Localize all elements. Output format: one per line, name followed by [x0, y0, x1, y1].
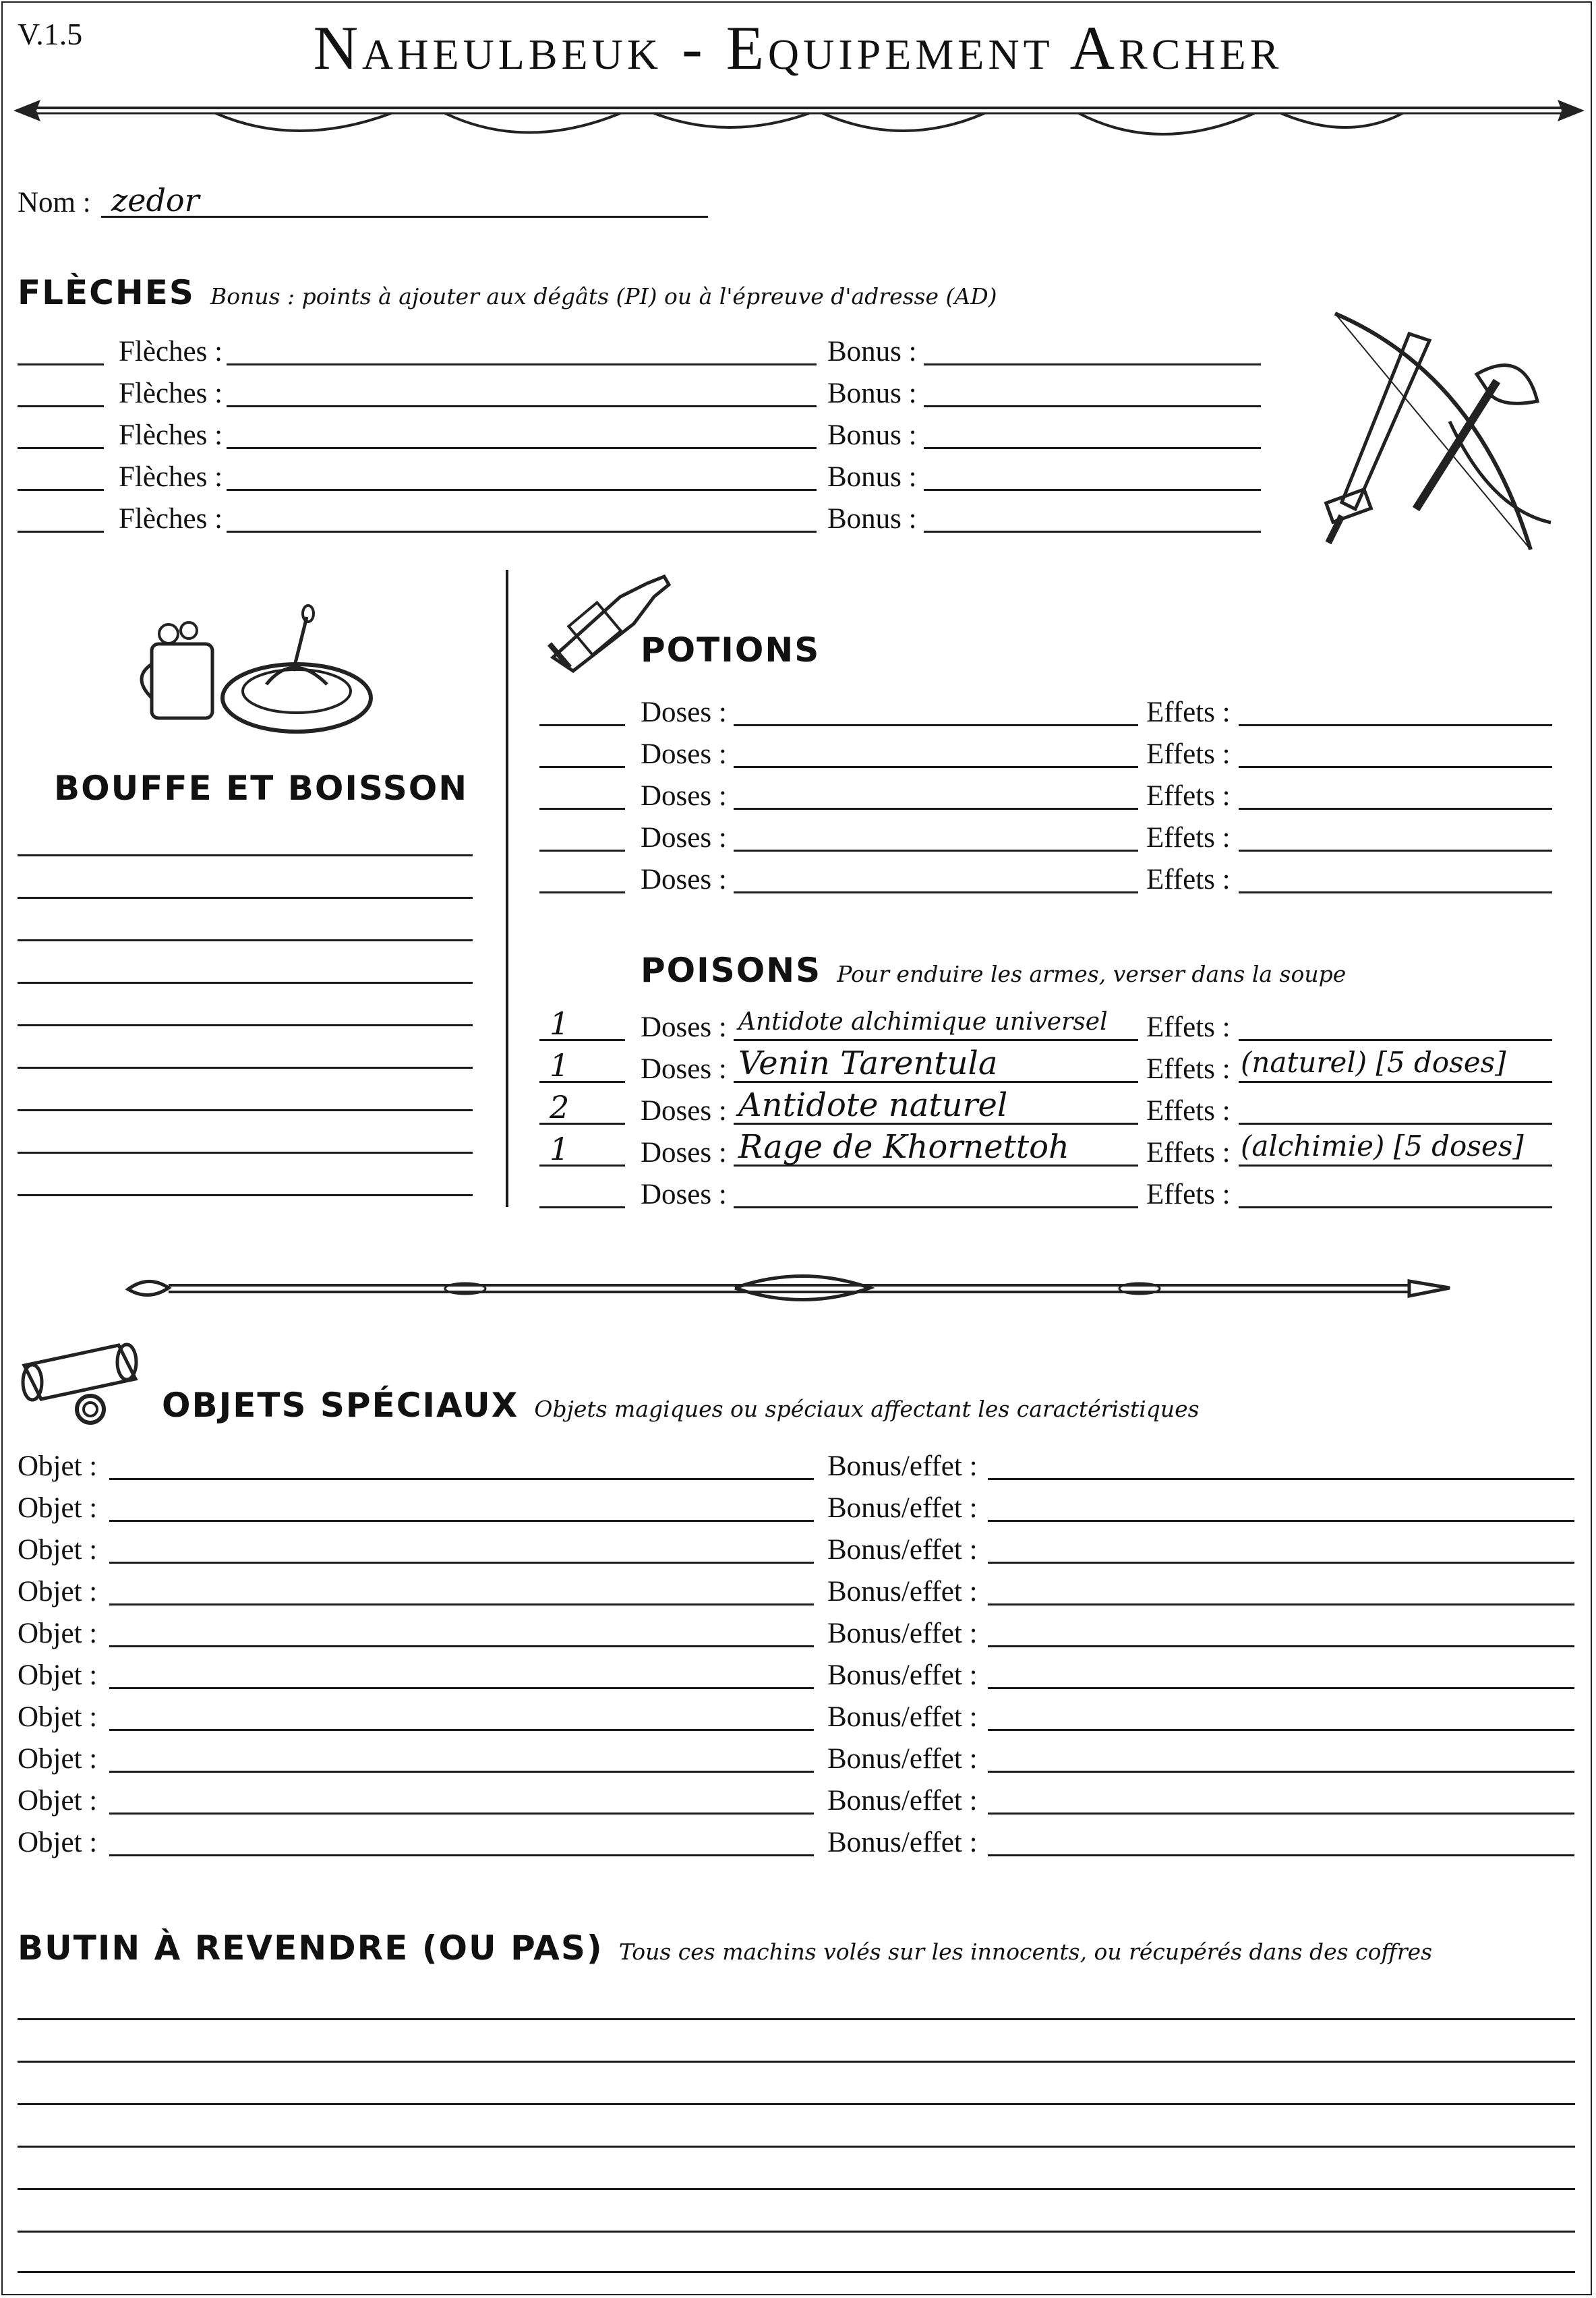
poison-row — [0, 1128, 1596, 1177]
objet-bonus-label: Bonus/effet : — [827, 1492, 978, 1524]
fleches-label: Flèches : — [119, 419, 223, 451]
objet-bonus-field[interactable] — [988, 1645, 1574, 1647]
fleches-row — [0, 376, 1281, 417]
fleches-name-field[interactable] — [227, 489, 817, 491]
fleches-row — [0, 459, 1281, 501]
fleches-subtitle: Bonus : points à ajouter aux dégâts (PI) ou à l'épreuve d'adresse (AD) — [210, 283, 997, 310]
objets-title: OBJETS SPÉCIAUX — [162, 1386, 519, 1425]
butin-line[interactable] — [18, 2188, 1575, 2190]
butin-line[interactable] — [18, 2146, 1575, 2148]
poison-qty-field[interactable] — [539, 1206, 625, 1208]
poison-doses-label: Doses : — [641, 1179, 727, 1210]
objet-row — [0, 1616, 1596, 1657]
fleches-label: Flèches : — [119, 461, 223, 493]
poison-name-field[interactable] — [734, 1039, 1138, 1041]
fleches-row — [0, 417, 1281, 459]
objet-bonus-label: Bonus/effet : — [827, 1827, 978, 1858]
poisons-title: POISONS — [641, 951, 822, 990]
fleches-bonus-label: Bonus : — [827, 419, 917, 451]
potion-row — [0, 778, 1596, 820]
objet-row — [0, 1825, 1596, 1866]
potion-doses-label: Doses : — [641, 822, 727, 854]
objet-bonus-label: Bonus/effet : — [827, 1659, 978, 1691]
butin-line[interactable] — [18, 2018, 1575, 2020]
objet-field[interactable] — [109, 1687, 814, 1689]
crossed-weapons-icon — [1315, 307, 1571, 556]
potion-effets-label: Effets : — [1146, 822, 1231, 854]
poison-effet-field[interactable] — [1239, 1165, 1552, 1167]
potion-doses-label: Doses : — [641, 738, 727, 770]
potion-row — [0, 820, 1596, 862]
page-title: Naheulbeuk - Equipement Archer — [313, 13, 1283, 82]
poison-effet-field[interactable] — [1239, 1206, 1552, 1208]
poison-name-field[interactable] — [734, 1206, 1138, 1208]
potion-effets-label: Effets : — [1146, 864, 1231, 895]
fleches-name-field[interactable] — [227, 405, 817, 407]
potion-doses-label: Doses : — [641, 864, 727, 895]
fleches-bonus-field[interactable] — [924, 447, 1261, 449]
poison-doses-label: Doses : — [641, 1011, 727, 1043]
poison-qty[interactable]: 1 — [550, 1047, 570, 1084]
objet-label: Objet : — [18, 1659, 98, 1691]
objet-bonus-field[interactable] — [988, 1729, 1574, 1731]
objet-field[interactable] — [109, 1603, 814, 1605]
objet-bonus-label: Bonus/effet : — [827, 1576, 978, 1608]
poison-effet[interactable]: (alchimie) [5 doses] — [1241, 1129, 1524, 1162]
nom-label: Nom : — [18, 187, 91, 218]
objet-field[interactable] — [109, 1771, 814, 1773]
potion-effets-label: Effets : — [1146, 697, 1231, 728]
fleches-bonus-label: Bonus : — [827, 503, 917, 535]
potion-effets-label: Effets : — [1146, 738, 1231, 770]
objet-row — [0, 1657, 1596, 1699]
objet-field[interactable] — [109, 1729, 814, 1731]
poison-name[interactable]: Venin Tarentula — [738, 1044, 998, 1082]
butin-line[interactable] — [18, 2271, 1575, 2273]
objet-label: Objet : — [18, 1827, 98, 1858]
potion-name-field[interactable] — [734, 891, 1138, 893]
objet-label: Objet : — [18, 1534, 98, 1566]
objet-bonus-label: Bonus/effet : — [827, 1785, 978, 1817]
fleches-label: Flèches : — [119, 503, 223, 535]
poison-row — [0, 1177, 1596, 1218]
staff-divider-icon — [128, 1261, 1463, 1315]
butin-subtitle: Tous ces machins volés sur les innocents, ou récupérés dans des coffres — [618, 1939, 1433, 1965]
arrow-divider-icon — [13, 88, 1585, 148]
objets-header — [162, 1386, 1200, 1425]
objet-bonus-label: Bonus/effet : — [827, 1534, 978, 1566]
objet-field[interactable] — [109, 1478, 814, 1480]
objet-bonus-field[interactable] — [988, 1603, 1574, 1605]
poison-effets-label: Effets : — [1146, 1137, 1231, 1169]
poison-name[interactable]: Antidote naturel — [738, 1086, 1008, 1124]
potion-name-field[interactable] — [734, 766, 1138, 768]
fleches-bonus-field[interactable] — [924, 531, 1261, 533]
fleches-label: Flèches : — [119, 336, 223, 367]
fleches-name-field[interactable] — [227, 363, 817, 365]
fleches-qty-field[interactable] — [18, 531, 104, 533]
fleches-bonus-field[interactable] — [924, 405, 1261, 407]
objet-label: Objet : — [18, 1618, 98, 1649]
butin-line[interactable] — [18, 2061, 1575, 2063]
potion-doses-label: Doses : — [641, 780, 727, 812]
poison-doses-label: Doses : — [641, 1137, 727, 1169]
objet-label: Objet : — [18, 1450, 98, 1482]
potion-effet-field[interactable] — [1239, 766, 1552, 768]
fleches-bonus-field[interactable] — [924, 489, 1261, 491]
nom-value[interactable]: zedor — [111, 182, 200, 218]
potion-qty-field[interactable] — [539, 808, 625, 810]
potions-title: POTIONS — [641, 630, 821, 670]
objet-row — [0, 1699, 1596, 1741]
poison-effet-field[interactable] — [1239, 1039, 1552, 1041]
objet-label: Objet : — [18, 1701, 98, 1733]
objet-bonus-field[interactable] — [988, 1813, 1574, 1815]
poison-effet[interactable]: (naturel) [5 doses] — [1241, 1046, 1506, 1079]
poison-doses-label: Doses : — [641, 1095, 727, 1127]
poison-qty[interactable]: 2 — [550, 1089, 570, 1125]
potion-name-field[interactable] — [734, 808, 1138, 810]
objet-label: Objet : — [18, 1785, 98, 1817]
bouffe-line[interactable] — [18, 982, 473, 984]
poison-effets-label: Effets : — [1146, 1011, 1231, 1043]
objet-bonus-field[interactable] — [988, 1562, 1574, 1564]
objet-label: Objet : — [18, 1576, 98, 1608]
objet-row — [0, 1532, 1596, 1574]
poison-doses-label: Doses : — [641, 1053, 727, 1085]
potion-qty-field[interactable] — [539, 766, 625, 768]
objet-field[interactable] — [109, 1645, 814, 1647]
objet-bonus-field[interactable] — [988, 1854, 1574, 1856]
objet-row — [0, 1783, 1596, 1825]
bouffe-line[interactable] — [18, 939, 473, 941]
poison-qty[interactable]: 1 — [550, 1131, 570, 1167]
fleches-row — [0, 334, 1281, 376]
objet-field[interactable] — [109, 1520, 814, 1522]
potion-qty-field[interactable] — [539, 850, 625, 852]
objet-row — [0, 1490, 1596, 1532]
fleches-row — [0, 501, 1281, 543]
potion-row — [0, 736, 1596, 778]
potion-name-field[interactable] — [734, 850, 1138, 852]
objet-row — [0, 1741, 1596, 1783]
objet-bonus-field[interactable] — [988, 1771, 1574, 1773]
objet-field[interactable] — [109, 1854, 814, 1856]
fleches-label: Flèches : — [119, 378, 223, 409]
objet-bonus-label: Bonus/effet : — [827, 1743, 978, 1775]
potion-row — [0, 695, 1596, 736]
potion-doses-label: Doses : — [641, 697, 727, 728]
objet-row — [0, 1574, 1596, 1616]
fleches-name-field[interactable] — [227, 531, 817, 533]
objet-label: Objet : — [18, 1492, 98, 1524]
potion-name-field[interactable] — [734, 724, 1138, 726]
fleches-qty-field[interactable] — [18, 489, 104, 491]
butin-line[interactable] — [18, 2231, 1575, 2233]
objet-bonus-label: Bonus/effet : — [827, 1618, 978, 1649]
objet-bonus-label: Bonus/effet : — [827, 1450, 978, 1482]
poison-qty[interactable]: 1 — [550, 1005, 570, 1042]
fleches-qty-field[interactable] — [18, 405, 104, 407]
objet-bonus-field[interactable] — [988, 1687, 1574, 1689]
potion-row — [0, 862, 1596, 904]
butin-line[interactable] — [18, 2103, 1575, 2105]
poison-name[interactable]: Antidote alchimique universel — [738, 1008, 1108, 1036]
fleches-bonus-label: Bonus : — [827, 461, 917, 493]
poisons-header — [641, 951, 1346, 990]
potion-effet-field[interactable] — [1239, 724, 1552, 726]
potion-effet-field[interactable] — [1239, 850, 1552, 852]
butin-header — [18, 1928, 1432, 1968]
scroll-ring-icon — [18, 1338, 159, 1426]
objet-row — [0, 1448, 1596, 1490]
objets-subtitle: Objets magiques ou spéciaux affectant les caractéristiques — [534, 1396, 1200, 1422]
fleches-header — [18, 273, 997, 312]
poison-effet-field[interactable] — [1239, 1123, 1552, 1125]
objet-bonus-field[interactable] — [988, 1520, 1574, 1522]
fleches-bonus-label: Bonus : — [827, 378, 917, 409]
version-label: V.1.5 — [18, 17, 83, 51]
potion-effets-label: Effets : — [1146, 780, 1231, 812]
fleches-bonus-field[interactable] — [924, 363, 1261, 365]
fleches-name-field[interactable] — [227, 447, 817, 449]
potion-qty-field[interactable] — [539, 891, 625, 893]
objet-label: Objet : — [18, 1743, 98, 1775]
poison-effets-label: Effets : — [1146, 1053, 1231, 1085]
poison-effets-label: Effets : — [1146, 1179, 1231, 1210]
objet-bonus-field[interactable] — [988, 1478, 1574, 1480]
fleches-bonus-label: Bonus : — [827, 336, 917, 367]
poisons-subtitle: Pour enduire les armes, verser dans la soupe — [837, 961, 1347, 987]
objet-field[interactable] — [109, 1813, 814, 1815]
fleches-qty-field[interactable] — [18, 363, 104, 365]
poison-effet-field[interactable] — [1239, 1081, 1552, 1083]
bouffe-title: BOUFFE ET BOISSON — [54, 769, 469, 808]
poison-effets-label: Effets : — [1146, 1095, 1231, 1127]
objet-bonus-label: Bonus/effet : — [827, 1701, 978, 1733]
potion-effet-field[interactable] — [1239, 891, 1552, 893]
butin-title: BUTIN À REVENDRE (OU PAS) — [18, 1928, 603, 1968]
fleches-title: FLÈCHES — [18, 273, 195, 312]
potion-qty-field[interactable] — [539, 724, 625, 726]
objet-field[interactable] — [109, 1562, 814, 1564]
potion-effet-field[interactable] — [1239, 808, 1552, 810]
fleches-qty-field[interactable] — [18, 447, 104, 449]
poison-name[interactable]: Rage de Khornettoh — [738, 1128, 1069, 1166]
